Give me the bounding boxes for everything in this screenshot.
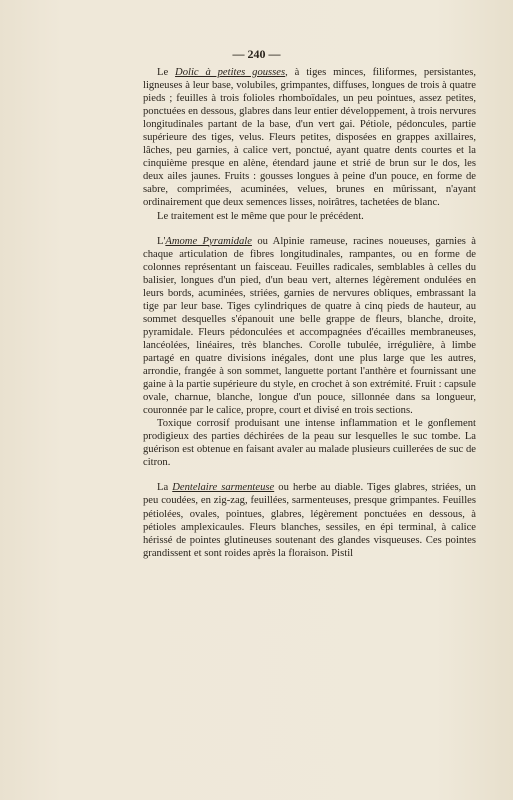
page-text	[143, 66, 476, 560]
term-label: Amome Pyramidale	[165, 235, 252, 247]
page-number: — 240 —	[232, 47, 281, 61]
paragraph-body: ou Alpinie rameuse, racines noueuses, garnies à chaque articulation de fibres longitudinales, rampantes, ou en forme de colonnes représentant un faisceau. Feuilles radicales, semblables à celles du balisier, longues d'un pied, d'un beau vert, alternes légèrement ondulées en leurs bords, acuminées, striées, garnies de nervures obliques, embrassant la tige par leur base. Tiges cylindriques de quatre à cinq pieds de hauteur, au sommet desquelles s'épanouit une belle grappe de fleurs, blanche, droite, pyramidale. Fleurs pédonculées et accompagnées d'écailles membraneuses, lancéolées, linéaires, très blanches. Corolle tubulée, irrégulière, à limbe partagé en quatre divisions inégales, dont une plus large que les autres, arrondie, frangée à son sommet, languette portant l'anthère et fournissant une gaine à la partie supérieure du style, en crochet à son extrémité. Fruit : capsule ovale, charnue, blanche, longue d'un pouce, sillonnée dans sa longueur, couronnée par le calice, propre, court et divisé en trois sections.	[143, 235, 476, 417]
term-label: Dentelaire sarmenteuse	[172, 482, 275, 494]
paragraph-prefix: Le	[157, 67, 176, 78]
paragraph-dolic	[143, 66, 476, 210]
term-label: Dolic à petites gousses	[175, 67, 286, 78]
paragraph-prefix: La	[157, 482, 173, 494]
paragraph-body: ou herbe au diable. Tiges glabres, striées, un peu coudées, en zig-zag, feuillées, sarmenteuses, presque grimpantes. Feuilles pétiolées, ovales, pointues, glabres, légèrement ponctuées en dessous, à pétioles amplexicaules. Fleurs blanches, sessiles, en épi terminal, à calice hérissé de pointes glutineuses soutenant des glandes visqueuses. Ces pointes grandissent et sont roides après la floraison. Pistil	[143, 482, 476, 559]
paragraph-dentelaire	[143, 481, 476, 559]
paragraph-prefix: L'	[157, 235, 166, 247]
paragraph-treatment	[143, 210, 476, 223]
paragraph-body: Toxique corrosif produisant une intense inflammation et le gonflement prodigieux des parties déchirées de la peau sur lesquelles le suc tombe. La guérison est obtenue en faisant avaler au malade plusieurs cuillerées de suc de citron.	[143, 418, 476, 469]
paragraph-body: , à tiges minces, filiformes, persistantes, ligneuses à leur base, volubiles, grimpantes, diffuses, longues de trois à quatre pieds ; feuilles à trois folioles rhomboïdales, un peu pointues, assez petites, ponctuées en dessous, glabres dans leur entier développement, à trois nervures longitudinales partant de la base, d'un vert gai. Pétiole, pédoncules, partie supérieure des tiges, velus. Fleurs petites, disposées en grappes axillaires, lâches, peu garnies, à calice vert, ponctué, ayant quatre dents courtes et la cinquième presque en alène, étendard jaune et strié de brun sur le dos, les deux ailes jaunes. Fruits : gousses longues à peine d'un pouce, en forme de sabre, comprimées, acuminées, velues, brunes en mûrissant, n'ayant ordinairement que deux semences lisses, noirâtres, tachetées de blanc.	[143, 67, 476, 209]
paragraph-amome	[143, 235, 476, 418]
paragraph-toxique	[143, 417, 476, 469]
paragraph-body: Le traitement est le même que pour le précédent.	[157, 210, 364, 222]
